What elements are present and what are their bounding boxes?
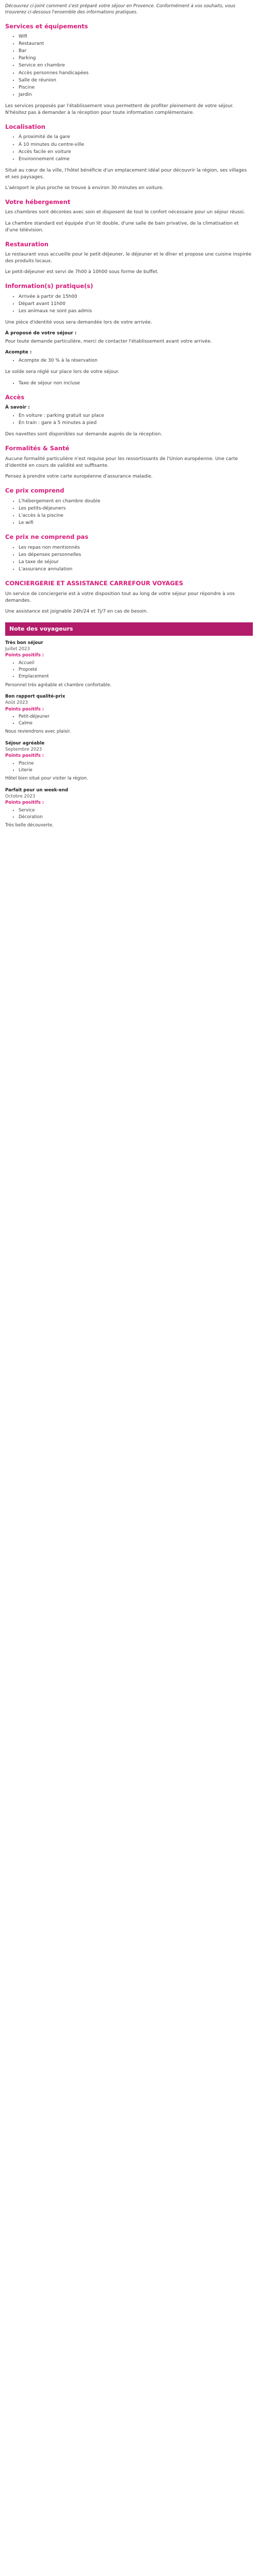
intro-text: Découvrez ci-joint comment s'est préparé votre séjour en Provence. Conformément à vos souhaits, vous trouverez ci-dessous l'ensemble des informations pratiques. xyxy=(5,4,236,15)
location-paragraph: Situé au cœur de la ville, l'hôtel bénéficie d'un emplacement idéal pour découvrir la région, ses villages et ses paysages. xyxy=(5,167,247,180)
hebergement-paragraph: Les chambres sont décorées avec soin et disposent de tout le confort nécessaire pour un séjour réussi. xyxy=(5,210,245,215)
list-item: • Les repas non mentionnés xyxy=(19,545,253,551)
prix-comprend-list xyxy=(5,498,253,527)
list-item: • La taxe de séjour xyxy=(19,559,253,566)
restauration-paragraph: Le restaurant vous accueille pour le petit-déjeuner, le déjeuner et le dîner et propose une cuisine inspirée des produits locaux. xyxy=(5,252,252,264)
review-item xyxy=(5,693,253,735)
list-item: • Arrivée à partir de 15h00 xyxy=(19,294,253,300)
conciergerie-paragraph: Une assistance est joignable 24h/24 et 7j/7 en cas de besoin. xyxy=(5,608,148,614)
review-date: Octobre 2023 xyxy=(5,793,36,799)
list-item: • L'hébergement en chambre double xyxy=(19,498,253,505)
list-item: • Les dépenses personnelles xyxy=(19,552,253,558)
info-list xyxy=(5,294,253,315)
formalites-heading: Formalités & Santé xyxy=(5,445,70,452)
list-item: • Calme xyxy=(19,720,253,726)
list-item: • À proximité de la gare xyxy=(19,134,253,141)
acces-subheading: À savoir : xyxy=(5,405,30,411)
list-item: • Les petits-déjeuners xyxy=(19,505,253,512)
list-item: • Salle de réunion xyxy=(19,77,253,84)
list-item: • Parking xyxy=(19,55,253,62)
list-item: • Piscine xyxy=(19,760,253,767)
list-item: • L'assurance annulation xyxy=(19,566,253,573)
info-list xyxy=(5,380,253,387)
list-item: • Accès personnes handicapées xyxy=(19,70,253,77)
list-item: • Accueil xyxy=(19,660,253,666)
list-item: • Petit-déjeuner xyxy=(19,714,253,720)
acces-heading: Accès xyxy=(5,393,25,401)
list-item: • Bar xyxy=(19,48,253,55)
review-points xyxy=(5,714,253,727)
acces-list xyxy=(5,413,253,427)
review-title: Très bon séjour xyxy=(5,640,43,646)
conciergerie-heading: CONCIERGERIE ET ASSISTANCE CARREFOUR VOYAGES xyxy=(5,579,184,587)
review-text: Hôtel bien situé pour visiter la région. xyxy=(5,776,88,782)
review-points xyxy=(5,660,253,680)
restauration-heading: Restauration xyxy=(5,240,49,248)
review-text: Très belle découverte. xyxy=(5,823,54,828)
list-item: • Service xyxy=(19,807,253,814)
page xyxy=(0,0,258,839)
acces-paragraph: Des navettes sont disponibles sur demande auprès de la réception. xyxy=(5,432,163,437)
info-heading: Information(s) pratique(s) xyxy=(5,282,93,290)
list-item: • Décoration xyxy=(19,814,253,820)
info-subheading: À proposé de votre séjour : xyxy=(5,331,77,336)
list-item: • Jardin xyxy=(19,92,253,98)
hebergement-heading: Votre hébergement xyxy=(5,198,71,206)
prix-ne-comprend-pas-list xyxy=(5,545,253,573)
review-title: Séjour agréable xyxy=(5,740,45,746)
list-item: • L'accès à la piscine xyxy=(19,513,253,519)
hebergement-paragraph: La chambre standard est équipée d'un lit double, d'une salle de bain privative, de la climatisation et d'une télévision. xyxy=(5,221,239,233)
list-item: • Départ avant 11h00 xyxy=(19,301,253,308)
list-item: • Les animaux ne sont pas admis xyxy=(19,308,253,315)
list-item: • Environnement calme xyxy=(19,156,253,163)
list-item: • Propreté xyxy=(19,667,253,673)
review-title: Bon rapport qualité-prix xyxy=(5,693,66,699)
list-item: • Piscine xyxy=(19,84,253,91)
services-list xyxy=(5,33,253,98)
list-item: • En voiture : parking gratuit sur place xyxy=(19,413,253,419)
reviews-heading: Note des voyageurs xyxy=(5,622,253,636)
review-date: Juillet 2023 xyxy=(5,647,30,652)
list-item: • Literie xyxy=(19,767,253,773)
review-item xyxy=(5,640,253,688)
location-paragraph: L'aéroport le plus proche se trouve à environ 30 minutes en voiture. xyxy=(5,185,164,191)
review-item xyxy=(5,787,253,829)
review-points xyxy=(5,760,253,774)
review-date: Septembre 2023 xyxy=(5,747,42,753)
info-subheading: Acompte : xyxy=(5,350,32,355)
review-text: Nous reviendrons avec plaisir. xyxy=(5,729,71,735)
review-item xyxy=(5,740,253,782)
info-paragraph: Pour toute demande particulière, merci de contacter l'établissement avant votre arrivée. xyxy=(5,339,212,345)
list-item: • Restaurant xyxy=(19,41,253,47)
review-title: Parfait pour un week-end xyxy=(5,787,68,793)
review-points xyxy=(5,807,253,821)
info-list xyxy=(5,358,253,364)
list-item: • Service en chambre xyxy=(19,62,253,69)
list-item: • Taxe de séjour non incluse xyxy=(19,380,253,387)
list-item: • Accès facile en voiture xyxy=(19,149,253,156)
list-item: • Emplacement xyxy=(19,673,253,680)
info-paragraph: Une pièce d'identité vous sera demandée lors de votre arrivée. xyxy=(5,320,152,326)
formalites-paragraph: Pensez à prendre votre carte européenne d'assurance maladie. xyxy=(5,474,153,480)
prix-ne-comprend-pas-heading: Ce prix ne comprend pas xyxy=(5,533,89,541)
review-date: Août 2023 xyxy=(5,700,28,706)
review-label: Points positifs : xyxy=(5,653,44,658)
review-label: Points positifs : xyxy=(5,706,44,712)
services-heading: Services et équipements xyxy=(5,22,88,30)
location-heading: Localisation xyxy=(5,123,45,130)
review-text: Personnel très agréable et chambre confortable. xyxy=(5,682,111,688)
list-item: • Le wifi xyxy=(19,520,253,527)
list-item: • En train : gare à 5 minutes à pied xyxy=(19,420,253,427)
services-paragraph: Les services proposés par l'établissement vous permettent de profiter pleinement de votre séjour. N'hésitez pas à demander à la réception pour toute information complémentaire. xyxy=(5,103,234,115)
location-list xyxy=(5,134,253,162)
conciergerie-paragraph: Un service de conciergerie est à votre disposition tout au long de votre séjour pour répondre à vos demandes. xyxy=(5,591,235,603)
review-label: Points positifs : xyxy=(5,753,44,759)
list-item: • Wifi xyxy=(19,33,253,40)
review-label: Points positifs : xyxy=(5,800,44,806)
formalites-paragraph: Aucune formalité particulière n'est requise pour les ressortissants de l'Union européenne. Une carte d'identité en cours de validité est suffisante. xyxy=(5,456,238,469)
prix-comprend-heading: Ce prix comprend xyxy=(5,487,64,495)
restauration-paragraph: Le petit-déjeuner est servi de 7h00 à 10h00 sous forme de buffet. xyxy=(5,269,159,275)
info-paragraph: Le solde sera réglé sur place lors de votre séjour. xyxy=(5,369,120,375)
list-item: • Acompte de 30 % à la réservation xyxy=(19,358,253,364)
list-item: • À 10 minutes du centre-ville xyxy=(19,142,253,148)
